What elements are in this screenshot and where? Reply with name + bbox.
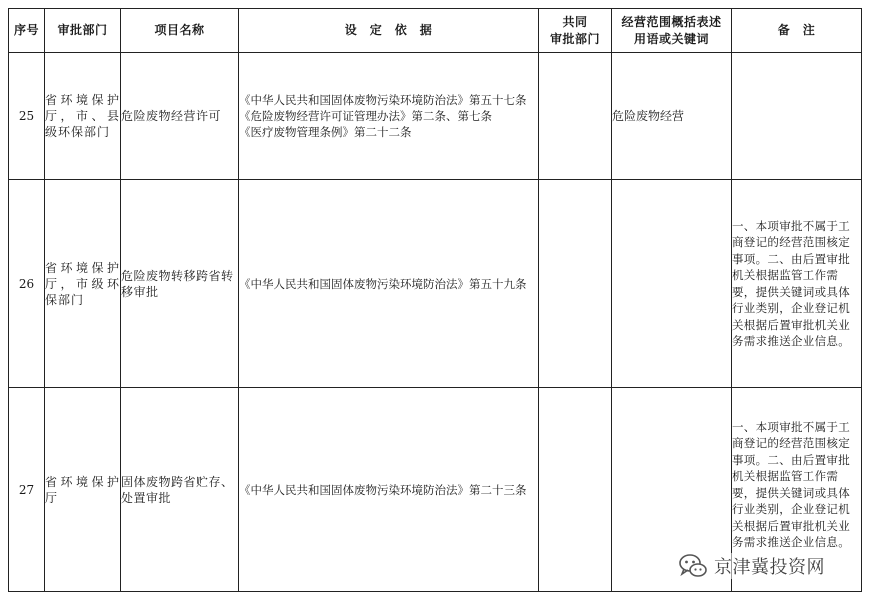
row-dept: 省环境保护厅，市、县级环保部门 <box>45 53 121 180</box>
row-dept: 省环境保护厅，市级环保部门 <box>45 180 121 388</box>
row-remark <box>732 53 862 180</box>
header-basis: 设 定 依 据 <box>239 9 539 53</box>
basis-line: 《中华人民共和国固体废物污染环境防治法》第二十三条 <box>239 482 527 497</box>
watermark-text: 京津冀投资网 <box>712 553 827 579</box>
header-dept: 审批部门 <box>45 9 121 53</box>
row-basis <box>239 53 539 180</box>
row-joint <box>539 53 612 180</box>
row-basis <box>239 180 539 388</box>
row-no: 26 <box>9 180 45 388</box>
row-scope: 危险废物经营 <box>612 53 732 180</box>
header-scope-line2: 用语或关键词 <box>633 31 709 46</box>
row-joint <box>539 180 612 388</box>
header-joint-line2: 审批部门 <box>549 31 600 46</box>
header-name: 项目名称 <box>121 9 239 53</box>
table-header-row <box>9 9 862 53</box>
header-remark: 备 注 <box>732 9 862 53</box>
basis-line: 《中华人民共和国固体废物污染环境防治法》第五十七条 <box>239 93 527 107</box>
basis-line: 《医疗废物管理条例》第二十二条 <box>239 125 412 139</box>
row-name: 固体废物跨省贮存、处置审批 <box>121 388 239 592</box>
row-name: 危险废物经营许可 <box>121 53 239 180</box>
row-remark: 一、本项审批不属于工商登记的经营范围核定事项。二、由后置审批机关根据监管工作需要，提供关键词或具体行业类别，企业登记机关根据后置审批机关业务需求推送企业信息。 <box>732 180 862 388</box>
header-joint-line1: 共同 <box>562 14 588 29</box>
header-scope <box>612 9 732 53</box>
row-no: 27 <box>9 388 45 592</box>
header-scope-line1: 经营范围概括表述 <box>621 14 722 29</box>
basis-line: 《中华人民共和国固体废物污染环境防治法》第五十九条 <box>239 276 527 291</box>
row-name: 危险废物转移跨省转移审批 <box>121 180 239 388</box>
row-no: 25 <box>9 53 45 180</box>
row-scope <box>612 180 732 388</box>
row-remark-text: 一、本项审批不属于工商登记的经营范围核定事项。二、由后置审批机关根据监管工作需要，提供关键词或具体行业类别，企业登记机关根据后置审批机关业务需求推送企业信息。 <box>732 419 850 549</box>
row-dept: 省环境保护厅 <box>45 388 121 592</box>
table-row <box>9 53 862 180</box>
row-joint <box>539 388 612 592</box>
header-no: 序号 <box>9 9 45 53</box>
row-basis <box>239 388 539 592</box>
wechat-icon <box>678 552 708 580</box>
approval-table <box>8 8 862 592</box>
basis-line: 《危险废物经营许可证管理办法》第二条、第七条 <box>239 109 492 123</box>
header-joint <box>539 9 612 53</box>
watermark <box>678 552 862 580</box>
table-row <box>9 180 862 388</box>
